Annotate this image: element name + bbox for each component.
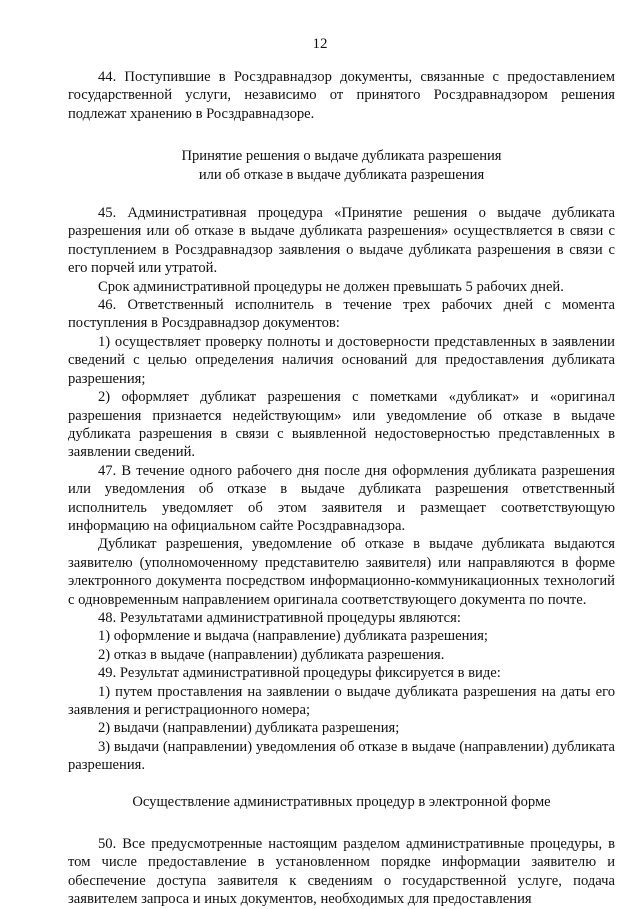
document-body xyxy=(68,68,615,909)
paragraph-44: 44. Поступившие в Росздравнадзор документы, связанные с предоставлением государственной услуги, независимо от принятого Росздравнадзором решения подлежат хранению в Росздравнадзоре. xyxy=(68,69,615,122)
paragraph-50: 50. Все предусмотренные настоящим разделом административные процедуры, в том числе предоставление в установленном порядке информации заявителю и обеспечение доступа заявителя к сведениям о государственной услуге, подача заявителем запроса и иных документов, необходимых для предоставления xyxy=(68,836,615,908)
spacer xyxy=(68,811,615,835)
paragraph-46-item-2: 2) оформляет дубликат разрешения с пометками «дубликат» и «оригинал разрешения признается недействующим» или уведомление об отказе в выдаче дубликата разрешения в связи с выявленной недостоверностью представленных в заявлении сведений. xyxy=(68,389,615,461)
paragraph-48-item-1: 1) оформление и выдача (направление) дубликата разрешения; xyxy=(98,628,488,645)
spacer xyxy=(68,123,615,147)
paragraph-49-item-2: 2) выдачи (направлении) дубликата разрешения; xyxy=(98,720,400,737)
paragraph-46-item-1: 1) осуществляет проверку полноты и достоверности представленных в заявлении сведений с целью определения наличия оснований для предоставления дубликата разрешения; xyxy=(68,333,615,387)
paragraph-45-term: Срок административной процедуры не должен превышать 5 рабочих дней. xyxy=(98,278,564,295)
paragraph-49-item-1: 1) путем проставления на заявлении о выдаче дубликата разрешения на даты его заявления и регистрационного номера; xyxy=(68,683,615,718)
section-heading-duplicate-decision-line-2: или об отказе в выдаче дубликата разрешения xyxy=(198,166,485,183)
spacer xyxy=(68,184,615,204)
paragraph-47: 47. В течение одного рабочего дня после дня оформления дубликата разрешения или уведомления об отказе в выдаче дубликата разрешения ответственный исполнитель уведомляет об этом заявителя и размещает соответствующую информацию на официальном сайте Росздравнадзора. xyxy=(68,462,615,534)
spacer xyxy=(68,775,615,793)
paragraph-49-item-3: 3) выдачи (направлении) уведомления об отказе в выдаче (направлении) дубликата разрешения. xyxy=(68,738,615,774)
paragraph-45: 45. Административная процедура «Принятие решения о выдаче дубликата разрешения или об отказе в выдаче дубликата разрешения» осуществляется в связи с поступлением в Росздравнадзор заявления о выдаче дубликата разрешения в связи с его порчей или утратой. xyxy=(68,205,615,277)
paragraph-46: 46. Ответственный исполнитель в течение трех рабочих дней с момента поступления в Росздравнадзор документов: xyxy=(68,297,615,332)
page-number: 12 xyxy=(312,36,328,52)
section-heading-duplicate-decision-line-1: Принятие решения о выдаче дубликата разрешения xyxy=(181,148,502,165)
section-heading-electronic-form: Осуществление административных процедур в электронной форме xyxy=(132,793,551,810)
paragraph-47-duplicate-delivery: Дубликат разрешения, уведомление об отказе в выдаче дубликата выдаются заявителю (уполномоченному представителю заявителя) или направляются в форме электронного документа посредством информационно-коммуникационных технологий с одновременным направлением оригинала соответствующего документа по почте. xyxy=(68,536,615,608)
paragraph-48-item-2: 2) отказ в выдаче (направлении) дубликата разрешения. xyxy=(98,646,445,663)
paragraph-48: 48. Результатами административной процедуры являются: xyxy=(98,609,461,626)
paragraph-49: 49. Результат административной процедуры фиксируется в виде: xyxy=(98,665,501,682)
